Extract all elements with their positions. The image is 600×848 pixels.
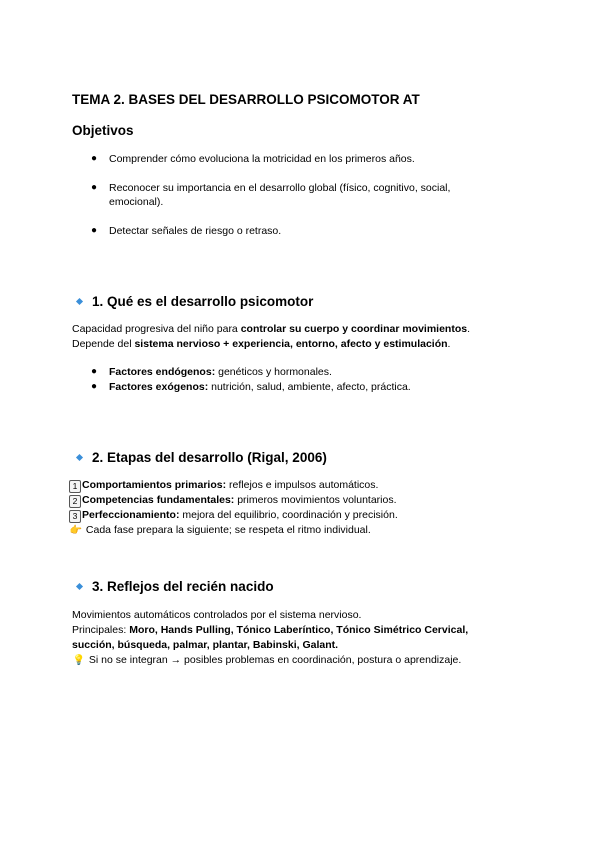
note-text: Si no se integran → posibles problemas en coordinación, postura o aprendizaje. xyxy=(88,654,462,666)
stage-label: Comportamientos primarios: xyxy=(82,479,227,491)
note-text: Cada fase prepara la siguiente; se respeta el ritmo individual. xyxy=(85,524,371,536)
stage-item xyxy=(69,493,539,508)
stage-desc: reflejos e impulsos automáticos. xyxy=(226,479,379,491)
diamond-bullet-icon xyxy=(76,298,83,305)
stage-label: Perfeccionamiento: xyxy=(82,509,180,521)
factor-text xyxy=(109,365,332,379)
objective-text: Reconocer su importancia en el desarrollo global (físico, cognitivo, social, emocional). xyxy=(109,182,451,208)
number-2-icon: 2 xyxy=(69,495,81,508)
text: Capacidad progresiva del niño para xyxy=(72,323,241,335)
light-bulb-icon: 💡 xyxy=(72,655,86,666)
text: . xyxy=(447,338,451,350)
objective-item xyxy=(91,152,491,166)
document-title: TEMA 2. BASES DEL DESARROLLO PSICOMOTOR AT xyxy=(72,92,420,107)
bullet-icon: ● xyxy=(91,366,98,377)
number-1-icon: 1 xyxy=(69,480,81,493)
section-heading: 1. Qué es el desarrollo psicomotor xyxy=(92,294,314,309)
factor-label: Factores endógenos: xyxy=(109,366,216,378)
factor-text xyxy=(109,380,411,394)
stage-item xyxy=(69,478,539,493)
bullet-icon: ● xyxy=(91,182,98,193)
stage-desc: mejora del equilibrio, coordinación y precisión. xyxy=(179,509,398,521)
factor-item xyxy=(91,365,491,379)
section1-paragraph xyxy=(72,322,542,352)
bullet-icon: ● xyxy=(91,225,98,236)
factor-item xyxy=(91,380,491,394)
number-3-icon: 3 xyxy=(69,510,81,523)
bold-text: sistema nervioso + experiencia, entorno, afecto y estimulación xyxy=(134,338,448,350)
diamond-bullet-icon xyxy=(76,583,83,590)
bold-text: Moro, Hands Pulling, Tónico Laberíntico, Tónico Simétrico Cervical, succión, búsqueda, palmar, plantar, Babinski, Galant. xyxy=(72,624,469,651)
objective-text: Comprender cómo evoluciona la motricidad en los primeros años. xyxy=(109,153,415,165)
objectives-heading: Objetivos xyxy=(72,123,134,138)
stage-desc: primeros movimientos voluntarios. xyxy=(234,494,397,506)
stage-label: Competencias fundamentales: xyxy=(82,494,235,506)
text: Principales: xyxy=(72,624,130,636)
stage-item xyxy=(69,508,539,523)
stages-list xyxy=(69,478,539,538)
section-heading: 2. Etapas del desarrollo (Rigal, 2006) xyxy=(92,450,327,465)
text-line: Movimientos automáticos controlados por el sistema nervioso. xyxy=(72,609,362,621)
objective-text: Detectar señales de riesgo o retraso. xyxy=(109,225,282,237)
objective-item xyxy=(91,181,471,209)
factor-desc: nutrición, salud, ambiente, afecto, práctica. xyxy=(208,381,411,393)
section-heading: 3. Reflejos del recién nacido xyxy=(92,579,274,594)
diamond-bullet-icon xyxy=(76,454,83,461)
factor-desc: genéticos y hormonales. xyxy=(215,366,332,378)
stage-note xyxy=(69,523,539,538)
text: Depende del xyxy=(72,338,135,350)
bold-text: controlar su cuerpo y coordinar movimientos xyxy=(240,323,468,335)
factor-label: Factores exógenos: xyxy=(109,381,209,393)
reflex-note xyxy=(72,653,502,668)
pointing-hand-icon: 👉 xyxy=(69,525,83,536)
text: . xyxy=(467,323,471,335)
bullet-icon: ● xyxy=(91,153,98,164)
section3-paragraph xyxy=(72,608,502,668)
bullet-icon: ● xyxy=(91,381,98,392)
objective-item xyxy=(91,224,491,238)
